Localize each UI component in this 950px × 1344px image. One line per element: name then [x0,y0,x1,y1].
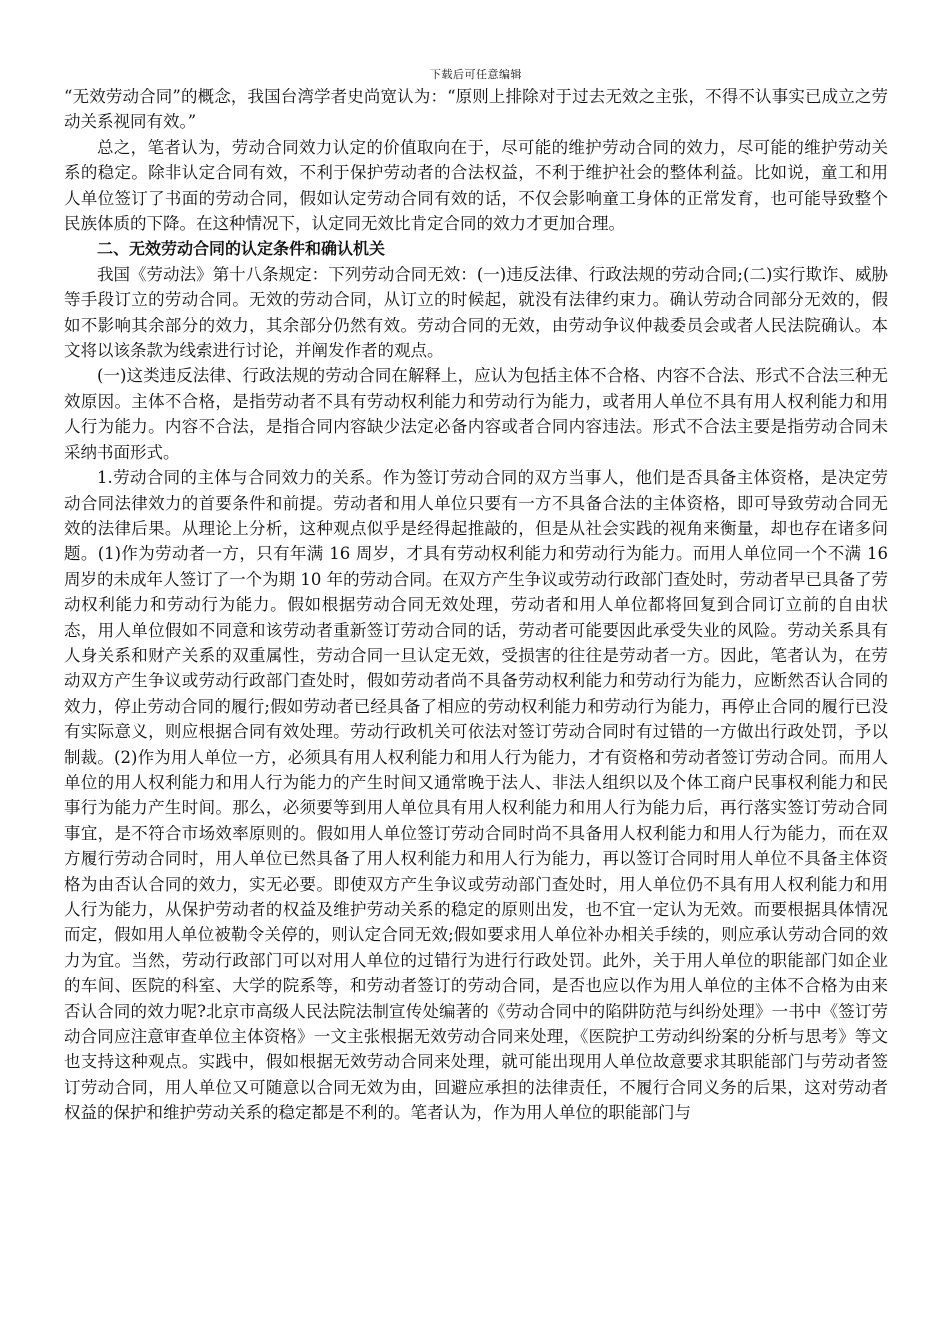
paragraph-labor-law-article: 我国《劳动法》第十八条规定：下列劳动合同无效：(一)违反法律、行政法规的劳动合同;(二)实行欺诈、威胁等手段订立的劳动合同。无效的劳动合同，从订立的时候起，就没有法律约束力。确认劳动合同部分无效的，假如不影响其余部分的效力，其余部分仍然有效。劳动合同的无效，由劳动争议仲裁委员会或者人民法院确认。本文将以该条款为线索进行讨论，并阐发作者的观点。 [64,264,888,361]
paragraph-summary: 总之，笔者认为，劳动合同效力认定的价值取向在于，尽可能的维护劳动合同的效力，尽可能的维护劳动关系的稳定。除非认定合同有效，不利于保护劳动者的合法权益，不利于维护社会的整体利益。比如说，童工和用人单位签订了书面的劳动合同，假如认定劳动合同有效的话，不仅会影响童工身体的正常发育，也可能导致整个民族体质的下降。在这种情况下，认定同无效比肯定合同的效力才更加合理。 [64,137,888,234]
paragraph-continuation: “无效劳动合同”的概念，我国台湾学者史尚宽认为：“原则上排除对于过去无效之主张，不得不认事实已成立之劳动关系视同有效。” [64,87,888,132]
document-page [64,0,888,1126]
paragraph-subject-validity: 1.劳动合同的主体与合同效力的关系。作为签订劳动合同的双方当事人，他们是否具备主体资格，是决定劳动合同法律效力的首要条件和前提。劳动者和用人单位只要有一方不具备合法的主体资格，即可导致劳动合同无效的法律后果。从理论上分析，这种观点似乎是经得起推敲的，但是从社会实践的视角来衡量，却也存在诸多问题。(1)作为劳动者一方，只有年满 16 周岁，才具有劳动权利能力和劳动行为能力。而用人单位同一个不满 16 周岁的未成年人签订了一个为期 10 年的劳动合同。在双方产生争议或劳动行政部门查处时，劳动者早已具备了劳动权利能力和劳动行为能力。假如根据劳动合同无效处理，劳动者和用人单位都将回复到合同订立前的自由状态，用人单位假如不同意和该劳动者重新签订劳动合同的话，劳动者可能要因此承受失业的风险。劳动关系具有人身关系和财产关系的双重属性，劳动合同一旦认定无效，受损害的往往是劳动者一方。因此，笔者认为，在劳动双方产生争议或劳动行政部门查处时，假如劳动者尚不具备劳动权利能力和劳动行为能力，应断然否认合同的效力，停止劳动合同的履行;假如劳动者已经具备了相应的劳动权利能力和劳动行为能力，再停止合同的履行已没有实际意义，则应根据合同有效处理。劳动行政机关可依法对签订劳动合同时有过错的一方做出行政处罚，予以制裁。(2)作为用人单位一方，必须具有用人权利能力和用人行为能力，才有资格和劳动者签订劳动合同。而用人单位的用人权利能力和用人行为能力的产生时间又通常晚于法人、非法人组织以及个体工商户民事权利能力和民事行为能力产生时间。那么，必须要等到用人单位具有用人权利能力和用人行为能力后，再行落实签订劳动合同事宜，是不符合市场效率原则的。假如用人单位签订劳动合同时尚不具备用人权利能力和用人行为能力，而在双方履行劳动合同时，用人单位已然具备了用人权利能力和用人行为能力，再以签订合同时用人单位不具备主体资格为由否认合同的效力，实无必要。即使双方产生争议或劳动部门查处时，用人单位仍不具有用人权利能力和用人行为能力，从保护劳动者的权益及维护劳动关系的稳定的原则出发，也不宜一定认为无效。而要根据具体情况而定，假如用人单位被勒令关停的，则认定合同无效;假如要求用人单位补办相关手续的，则应承认劳动合同的效力为宜。当然，劳动行政部门可以对用人单位的过错行为进行行政处罚。此外，关于用人单位的职能部门如企业的车间、医院的科室、大学的院系等，和劳动者签订的劳动合同，是否也应以作为用人单位的主体不合格为由来否认合同的效力呢?北京市高级人民法院法制宣传处编著的《劳动合同中的陷阱防范与纠纷处理》一书中《签订劳动合同应注意审查单位主体资格》一文主张根据无效劳动合同来处理，《医院护工劳动纠纷案的分析与思考》等文也支持这种观点。实践中，假如根据无效劳动合同来处理，就可能出现用人单位故意要求其职能部门与劳动者签订劳动合同，用人单位又可随意以合同无效为由，回避应承担的法律责任，不履行合同义务的后果，这对劳动者权益的保护和维护劳动关系的稳定都是不利的。笔者认为，作为用人单位的职能部门与 [64,468,888,1123]
header-note: 下载后可任意编辑 [430,68,522,81]
section-heading: 二、无效劳动合同的认定条件和确认机关 [97,239,386,259]
paragraph-invalid-causes: (一)这类违反法律、行政法规的劳动合同在解释上，应认为包括主体不合格、内容不合法、形式不合法三种无效原因。主体不合格，是指劳动者不具有劳动权利能力和劳动行为能力，或者用人单位不具有用人权利能力和用人行为能力。内容不合法，是指合同内容缺少法定必备内容或者合同内容违法。形式不合法主要是指劳动合同未采纳书面形式。 [64,366,888,462]
